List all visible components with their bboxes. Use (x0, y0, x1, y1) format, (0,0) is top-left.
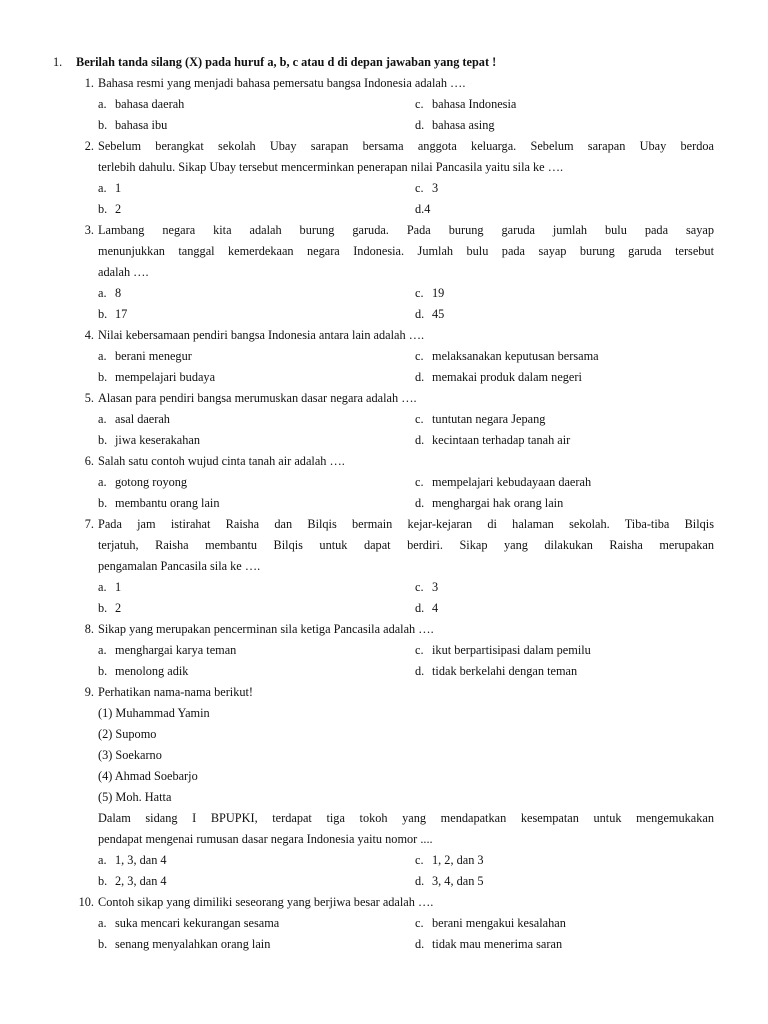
option-text: mempelajari budaya (115, 370, 216, 384)
question-number: 9. (84, 685, 94, 699)
option-text: 1, 3, dan 4 (115, 853, 167, 867)
question-number: 2. (84, 139, 94, 153)
answer-option-c (415, 178, 438, 199)
answer-option-b (98, 598, 121, 619)
answer-option-c (415, 346, 599, 367)
answer-options (0, 283, 768, 325)
question-item (0, 514, 768, 619)
answer-option-d (415, 934, 562, 955)
question-item (0, 619, 768, 682)
option-text: menghargai karya teman (115, 643, 237, 657)
option-text: menolong adik (115, 664, 189, 678)
answer-options (0, 409, 768, 451)
option-letter: d. (415, 433, 425, 447)
question-text: Lambang negara kita adalah burung garuda. Pada burung garuda jumlah bulu pada sayap (98, 223, 714, 237)
question-item (0, 136, 768, 220)
option-text: 1 (115, 580, 122, 594)
question-item (0, 325, 768, 388)
answer-option-c (415, 283, 444, 304)
option-text: tuntutan negara Jepang (432, 412, 546, 426)
option-text: gotong royong (115, 475, 188, 489)
question-text: menunjukkan tanggal kemerdekaan negara Indonesia. Jumlah bulu pada sayap burung garuda tersebut (98, 244, 714, 258)
question-item (0, 388, 768, 451)
answer-options (0, 94, 768, 136)
question-item (0, 220, 768, 325)
option-text: 1, 2, dan 3 (432, 853, 484, 867)
question-number: 3. (84, 223, 94, 237)
option-letter: c. (415, 181, 424, 195)
option-text: d.4 (415, 202, 431, 216)
option-text: bahasa asing (432, 118, 495, 132)
answer-option-a (98, 640, 236, 661)
answer-option-c (415, 472, 591, 493)
option-letter: a. (98, 181, 107, 195)
option-letter: d. (415, 370, 425, 384)
answer-option-d (415, 430, 570, 451)
name-list-item: (5) Moh. Hatta (98, 790, 172, 804)
option-letter: a. (98, 349, 107, 363)
option-text: 45 (432, 307, 445, 321)
question-line (0, 535, 768, 556)
question-text: Sikap yang merupakan pencerminan sila ketiga Pancasila adalah …. (98, 622, 434, 636)
option-text: suka mencari kekurangan sesama (115, 916, 280, 930)
question-number: 4. (84, 328, 94, 342)
option-text: asal daerah (115, 412, 170, 426)
option-letter: b. (98, 307, 108, 321)
option-text: 2, 3, dan 4 (115, 874, 167, 888)
answer-options (0, 850, 768, 892)
answer-option-b (98, 367, 215, 388)
question-line (0, 892, 768, 913)
option-text: menghargai hak orang lain (432, 496, 564, 510)
option-letter: a. (98, 643, 107, 657)
option-letter: d. (415, 307, 425, 321)
answer-option-d (415, 115, 495, 136)
answer-option-a (98, 577, 121, 598)
question-text: Salah satu contoh wujud cinta tanah air adalah …. (98, 454, 345, 468)
question-text: Contoh sikap yang dimiliki seseorang yang berjiwa besar adalah …. (98, 895, 434, 909)
section-number: 1. (53, 55, 63, 69)
answer-option-a (98, 472, 187, 493)
option-letter: b. (98, 664, 108, 678)
option-text: kecintaan terhadap tanah air (432, 433, 571, 447)
option-text: mempelajari kebudayaan daerah (432, 475, 592, 489)
option-letter: a. (98, 580, 107, 594)
option-letter: c. (415, 643, 424, 657)
question-number: 7. (84, 517, 94, 531)
option-letter: d. (415, 937, 425, 951)
option-text: tidak mau menerima saran (432, 937, 563, 951)
option-text: jiwa keserakahan (115, 433, 201, 447)
option-letter: c. (415, 349, 424, 363)
answer-option-b (98, 430, 200, 451)
answer-option-a (98, 850, 167, 871)
answer-option-d (415, 304, 444, 325)
option-letter: a. (98, 286, 107, 300)
option-text: berani menegur (115, 349, 192, 363)
question-list (0, 73, 768, 955)
option-letter: c. (415, 475, 424, 489)
option-text: 8 (115, 286, 122, 300)
option-text: membantu orang lain (115, 496, 220, 510)
answer-option-b (98, 934, 270, 955)
name-list-item: (1) Muhammad Yamin (98, 706, 210, 720)
option-letter: a. (98, 916, 107, 930)
option-letter: a. (98, 412, 107, 426)
question-line (0, 808, 768, 829)
question-text: Perhatikan nama-nama berikut! (98, 685, 254, 699)
answer-options (0, 577, 768, 619)
answer-option-d (415, 598, 438, 619)
answer-option-d (415, 367, 582, 388)
answer-options (0, 913, 768, 955)
question-line (0, 262, 768, 283)
option-text: 2 (115, 202, 122, 216)
option-text: 2 (115, 601, 122, 615)
question-item (0, 682, 768, 892)
question-line (0, 136, 768, 157)
answer-option-b (98, 304, 127, 325)
answer-option-c (415, 94, 516, 115)
answer-option-d (415, 871, 484, 892)
question-line (0, 556, 768, 577)
section-header (0, 52, 768, 73)
question-text: Alasan para pendiri bangsa merumuskan dasar negara adalah …. (98, 391, 417, 405)
question-line (0, 325, 768, 346)
question-text: Pada jam istirahat Raisha dan Bilqis bermain kejar-kejaran di halaman sekolah. Tiba-tiba Bilqis (98, 517, 714, 531)
answer-option-a (98, 178, 121, 199)
option-text: senang menyalahkan orang lain (115, 937, 271, 951)
option-letter: a. (98, 475, 107, 489)
option-text: 17 (115, 307, 128, 321)
question-line (0, 451, 768, 472)
name-list-item: (3) Soekarno (98, 748, 162, 762)
question-text: adalah …. (98, 265, 149, 279)
question-line (0, 388, 768, 409)
question-number: 6. (84, 454, 94, 468)
option-letter: d. (415, 118, 425, 132)
question-text: Dalam sidang I BPUPKI, terdapat tiga tokoh yang mendapatkan kesempatan untuk mengemukakan (98, 811, 714, 825)
question-number: 1. (84, 76, 94, 90)
option-letter: a. (98, 853, 107, 867)
answer-option-a (98, 94, 184, 115)
question-text: pendapat mengenai rumusan dasar negara Indonesia yaitu nomor .... (98, 832, 433, 846)
option-text: ikut berpartisipasi dalam pemilu (432, 643, 591, 657)
answer-option-a (98, 409, 170, 430)
question-line (0, 514, 768, 535)
option-letter: b. (98, 937, 108, 951)
answer-option-a (98, 913, 279, 934)
question-item (0, 451, 768, 514)
question-line (0, 220, 768, 241)
option-text: 3, 4, dan 5 (432, 874, 484, 888)
answer-option-c (415, 577, 438, 598)
option-text: berani mengakui kesalahan (432, 916, 566, 930)
answer-option-b (98, 115, 167, 136)
option-text: 1 (115, 181, 122, 195)
question-number: 5. (84, 391, 94, 405)
option-text: memakai produk dalam negeri (432, 370, 582, 384)
question-number: 10. (78, 895, 94, 909)
option-text: 3 (432, 181, 439, 195)
option-letter: d. (415, 874, 425, 888)
answer-option-b (98, 199, 121, 220)
option-letter: c. (415, 412, 424, 426)
question-text: terjatuh, Raisha membantu Bilqis untuk dapat berdiri. Sikap yang dilakukan Raisha merupakan (98, 538, 714, 552)
option-text: bahasa ibu (115, 118, 168, 132)
question-number: 8. (84, 622, 94, 636)
option-letter: c. (415, 286, 424, 300)
question-line (0, 619, 768, 640)
option-letter: b. (98, 370, 108, 384)
name-list-item: (4) Ahmad Soebarjo (98, 769, 198, 783)
option-letter: b. (98, 601, 108, 615)
question-item (0, 73, 768, 136)
answer-option-d (415, 199, 430, 220)
option-text: 3 (432, 580, 439, 594)
option-text: melaksanakan keputusan bersama (432, 349, 599, 363)
answer-option-d (415, 493, 563, 514)
answer-options (0, 346, 768, 388)
question-line (0, 829, 768, 850)
option-text: 19 (432, 286, 445, 300)
option-text: bahasa daerah (115, 97, 185, 111)
answer-option-c (415, 409, 545, 430)
option-letter: c. (415, 97, 424, 111)
answer-option-b (98, 661, 188, 682)
option-letter: b. (98, 433, 108, 447)
answer-option-b (98, 871, 167, 892)
option-letter: b. (98, 874, 108, 888)
question-line (0, 682, 768, 703)
answer-option-d (415, 661, 577, 682)
option-letter: a. (98, 97, 107, 111)
answer-option-b (98, 493, 220, 514)
question-line (0, 157, 768, 178)
option-letter: b. (98, 118, 108, 132)
question-line (0, 73, 768, 94)
answer-option-a (98, 283, 121, 304)
option-letter: d. (415, 496, 425, 510)
answer-option-c (415, 850, 484, 871)
question-text: Bahasa resmi yang menjadi bahasa pemersatu bangsa Indonesia adalah …. (98, 76, 466, 90)
option-letter: c. (415, 853, 424, 867)
option-letter: b. (98, 202, 108, 216)
name-list-item: (2) Supomo (98, 727, 157, 741)
option-letter: b. (98, 496, 108, 510)
option-letter: c. (415, 580, 424, 594)
answer-options (0, 640, 768, 682)
answer-options (0, 178, 768, 220)
answer-option-c (415, 913, 566, 934)
option-text: bahasa Indonesia (432, 97, 517, 111)
section-instruction: Berilah tanda silang (X) pada huruf a, b, c atau d di depan jawaban yang tepat ! (76, 55, 497, 69)
question-text: terlebih dahulu. Sikap Ubay tersebut mencerminkan penerapan nilai Pancasila yaitu sila ke …. (98, 160, 564, 174)
question-line (0, 241, 768, 262)
question-item (0, 892, 768, 955)
option-text: 4 (432, 601, 439, 615)
option-letter: d. (415, 601, 425, 615)
question-text: Sebelum berangkat sekolah Ubay sarapan bersama anggota keluarga. Sebelum sarapan Ubay berdoa (98, 139, 714, 153)
answer-option-c (415, 640, 591, 661)
question-text: pengamalan Pancasila sila ke …. (98, 559, 261, 573)
answer-option-a (98, 346, 192, 367)
option-letter: d. (415, 664, 425, 678)
question-text: Nilai kebersamaan pendiri bangsa Indonesia antara lain adalah …. (98, 328, 425, 342)
answer-options (0, 472, 768, 514)
worksheet-page (0, 52, 768, 955)
option-letter: c. (415, 916, 424, 930)
option-text: tidak berkelahi dengan teman (432, 664, 578, 678)
